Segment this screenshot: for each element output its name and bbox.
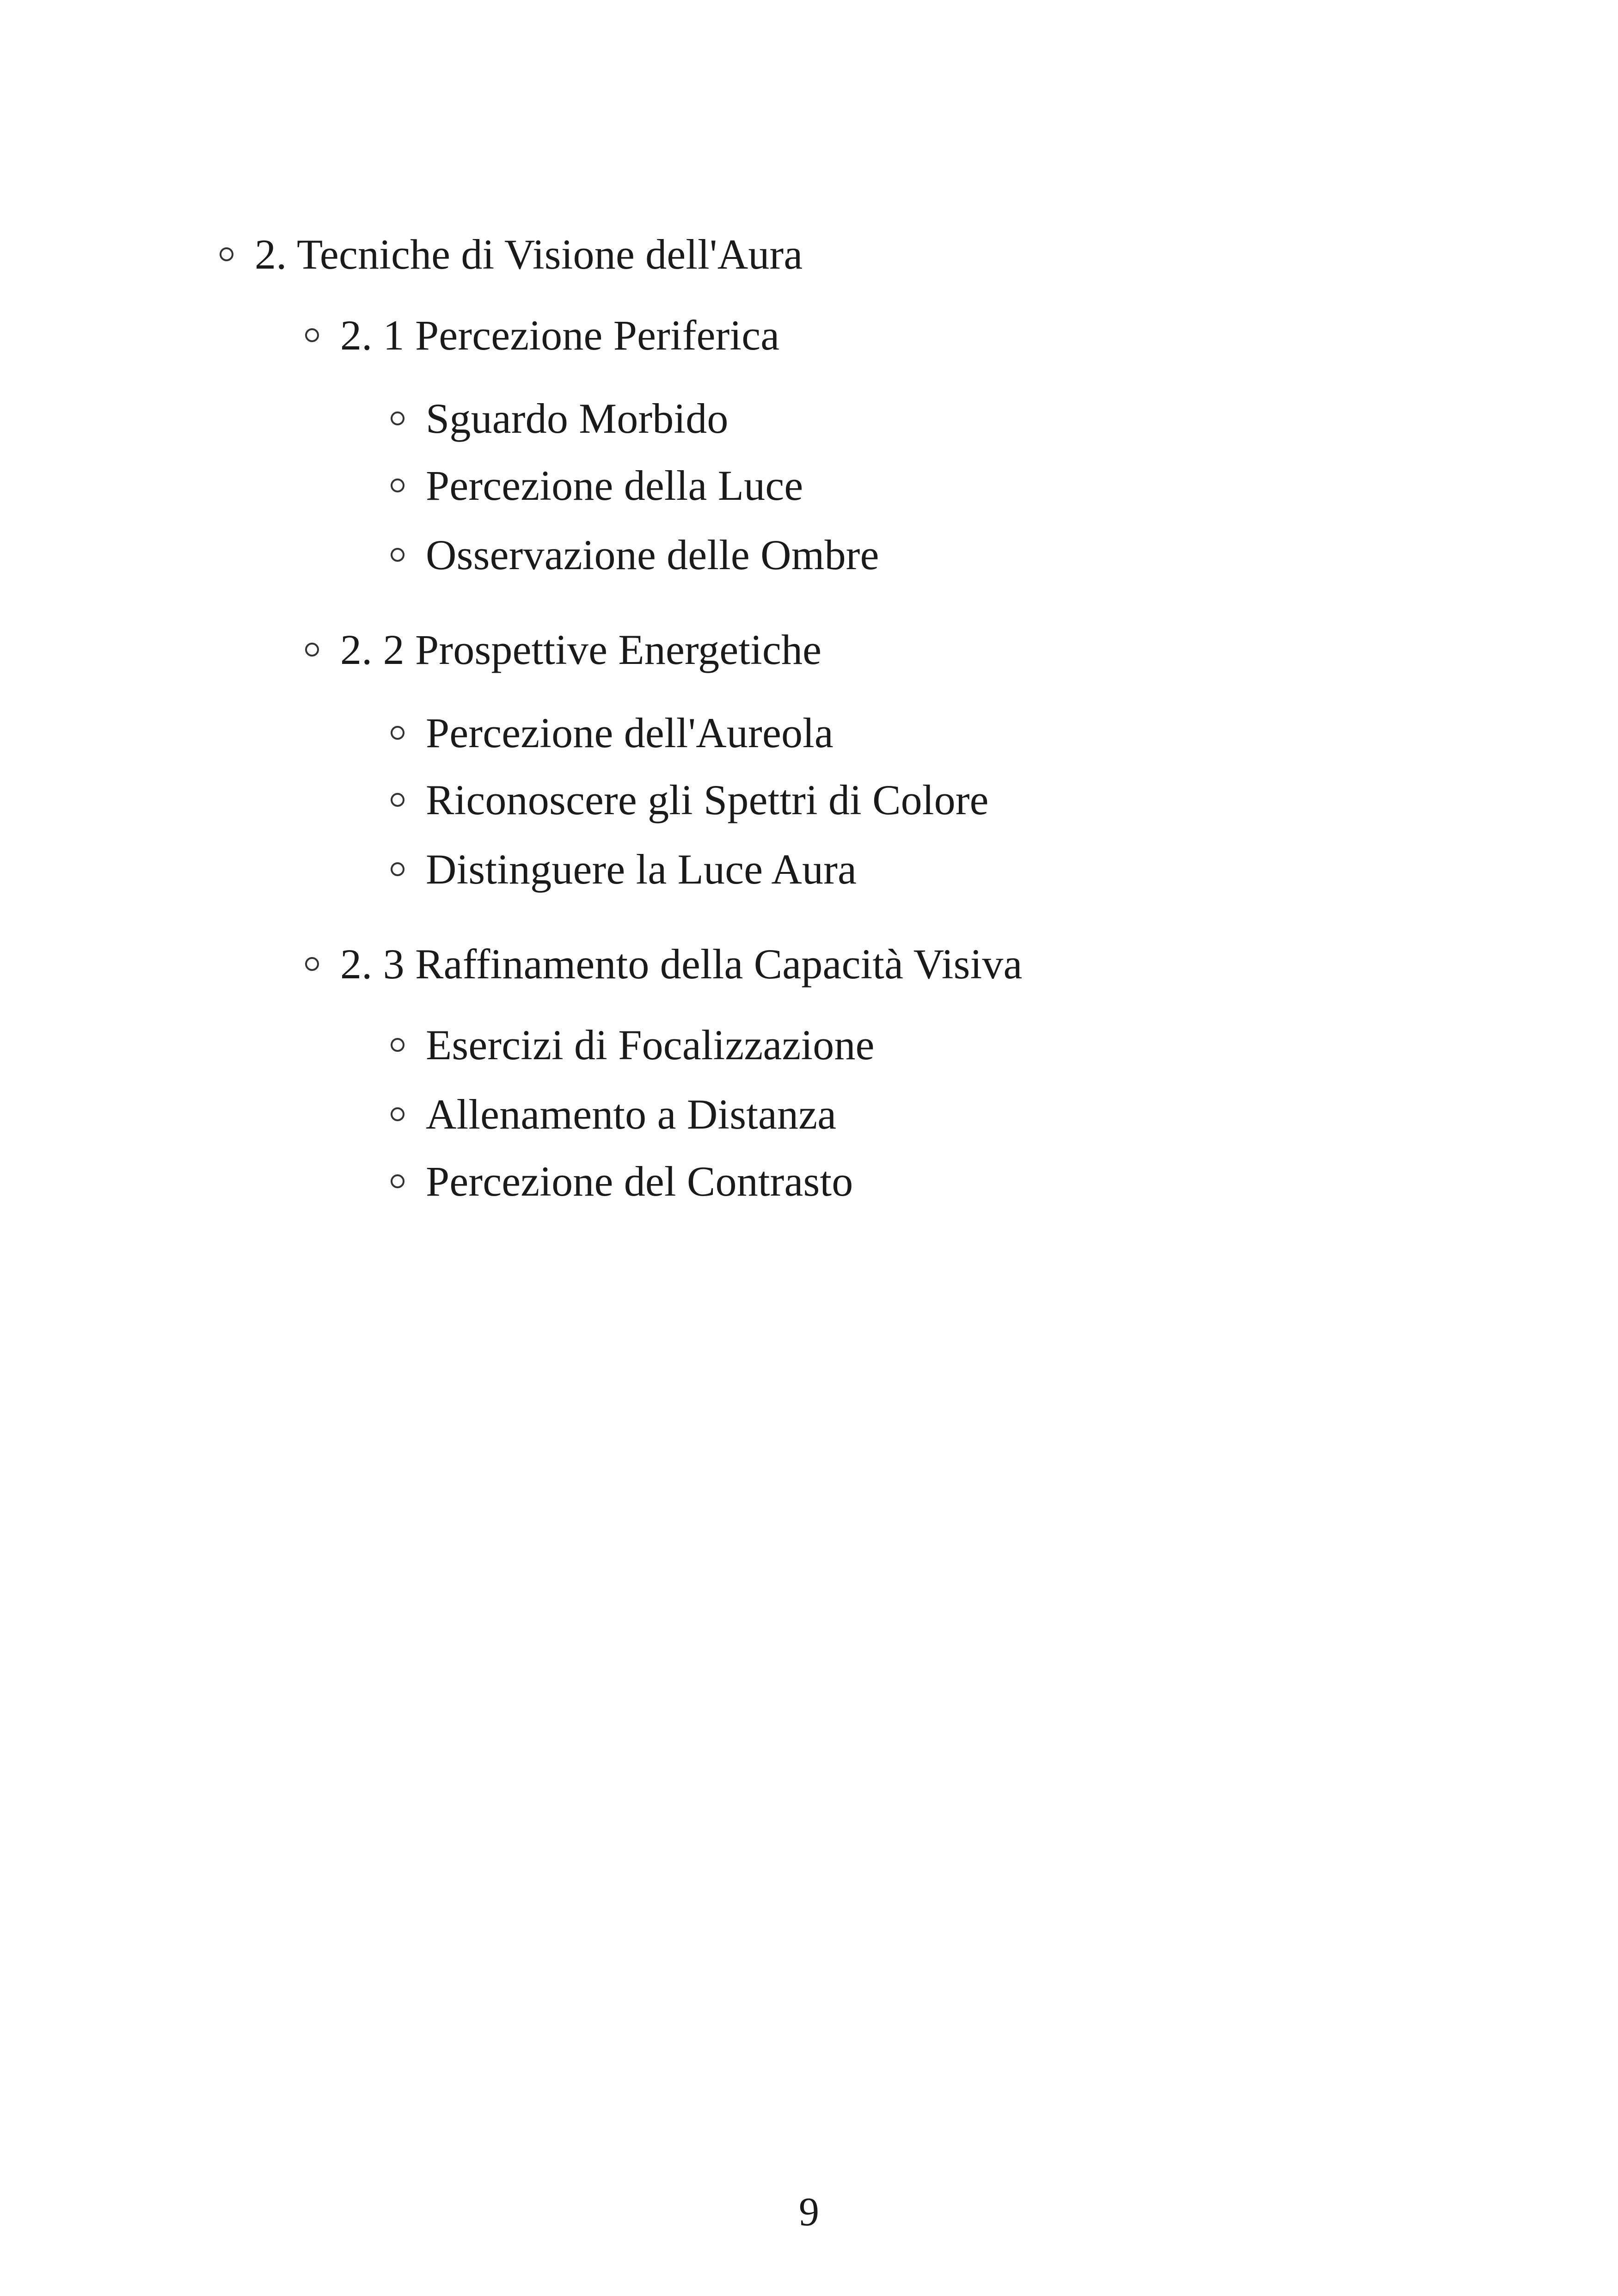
hollow-circle-bullet-icon [391,1107,404,1121]
item-label: Percezione dell'Aureola [426,709,834,756]
item-label: Riconoscere gli Spettri di Colore [426,776,989,823]
hollow-circle-bullet-icon [391,479,404,492]
hollow-circle-bullet-icon [391,411,404,425]
hollow-circle-bullet-icon [220,247,233,261]
outline-item [391,458,803,513]
outline-item [391,1154,853,1209]
page-number: 9 [799,2190,819,2235]
item-label: Esercizi di Focalizzazione [426,1021,875,1068]
hollow-circle-bullet-icon [305,957,319,971]
hollow-circle-bullet-icon [391,793,404,807]
hollow-circle-bullet-icon [391,548,404,562]
hollow-circle-bullet-icon [391,1174,404,1188]
item-label: Distinguere la Luce Aura [426,846,857,893]
subsection-title: 2. 3 Raffinamento della Capacità Visiva [340,940,1023,988]
outline-subsection [305,936,1023,992]
outline-item [391,527,879,583]
item-label: Osservazione delle Ombre [426,531,879,578]
item-label: Percezione del Contrasto [426,1158,853,1205]
subsection-title: 2. 2 Prospettive Energetiche [340,626,822,673]
outline-item [391,841,857,897]
outline-subsection [305,622,821,677]
outline-subsection [305,307,779,363]
outline-item [391,391,729,446]
subsection-title: 2. 1 Percezione Periferica [340,312,780,359]
outline-section [220,227,803,282]
item-label: Allenamento a Distanza [426,1091,837,1138]
item-label: Sguardo Morbido [426,395,729,442]
hollow-circle-bullet-icon [391,726,404,740]
outline-item [391,1087,836,1142]
item-label: Percezione della Luce [426,462,803,509]
hollow-circle-bullet-icon [391,1038,404,1052]
outline-item [391,705,834,761]
section-title: 2. Tecniche di Visione dell'Aura [255,231,803,278]
hollow-circle-bullet-icon [305,328,319,342]
hollow-circle-bullet-icon [391,862,404,876]
outline-item [391,772,989,828]
hollow-circle-bullet-icon [305,643,319,657]
outline-item [391,1017,875,1073]
